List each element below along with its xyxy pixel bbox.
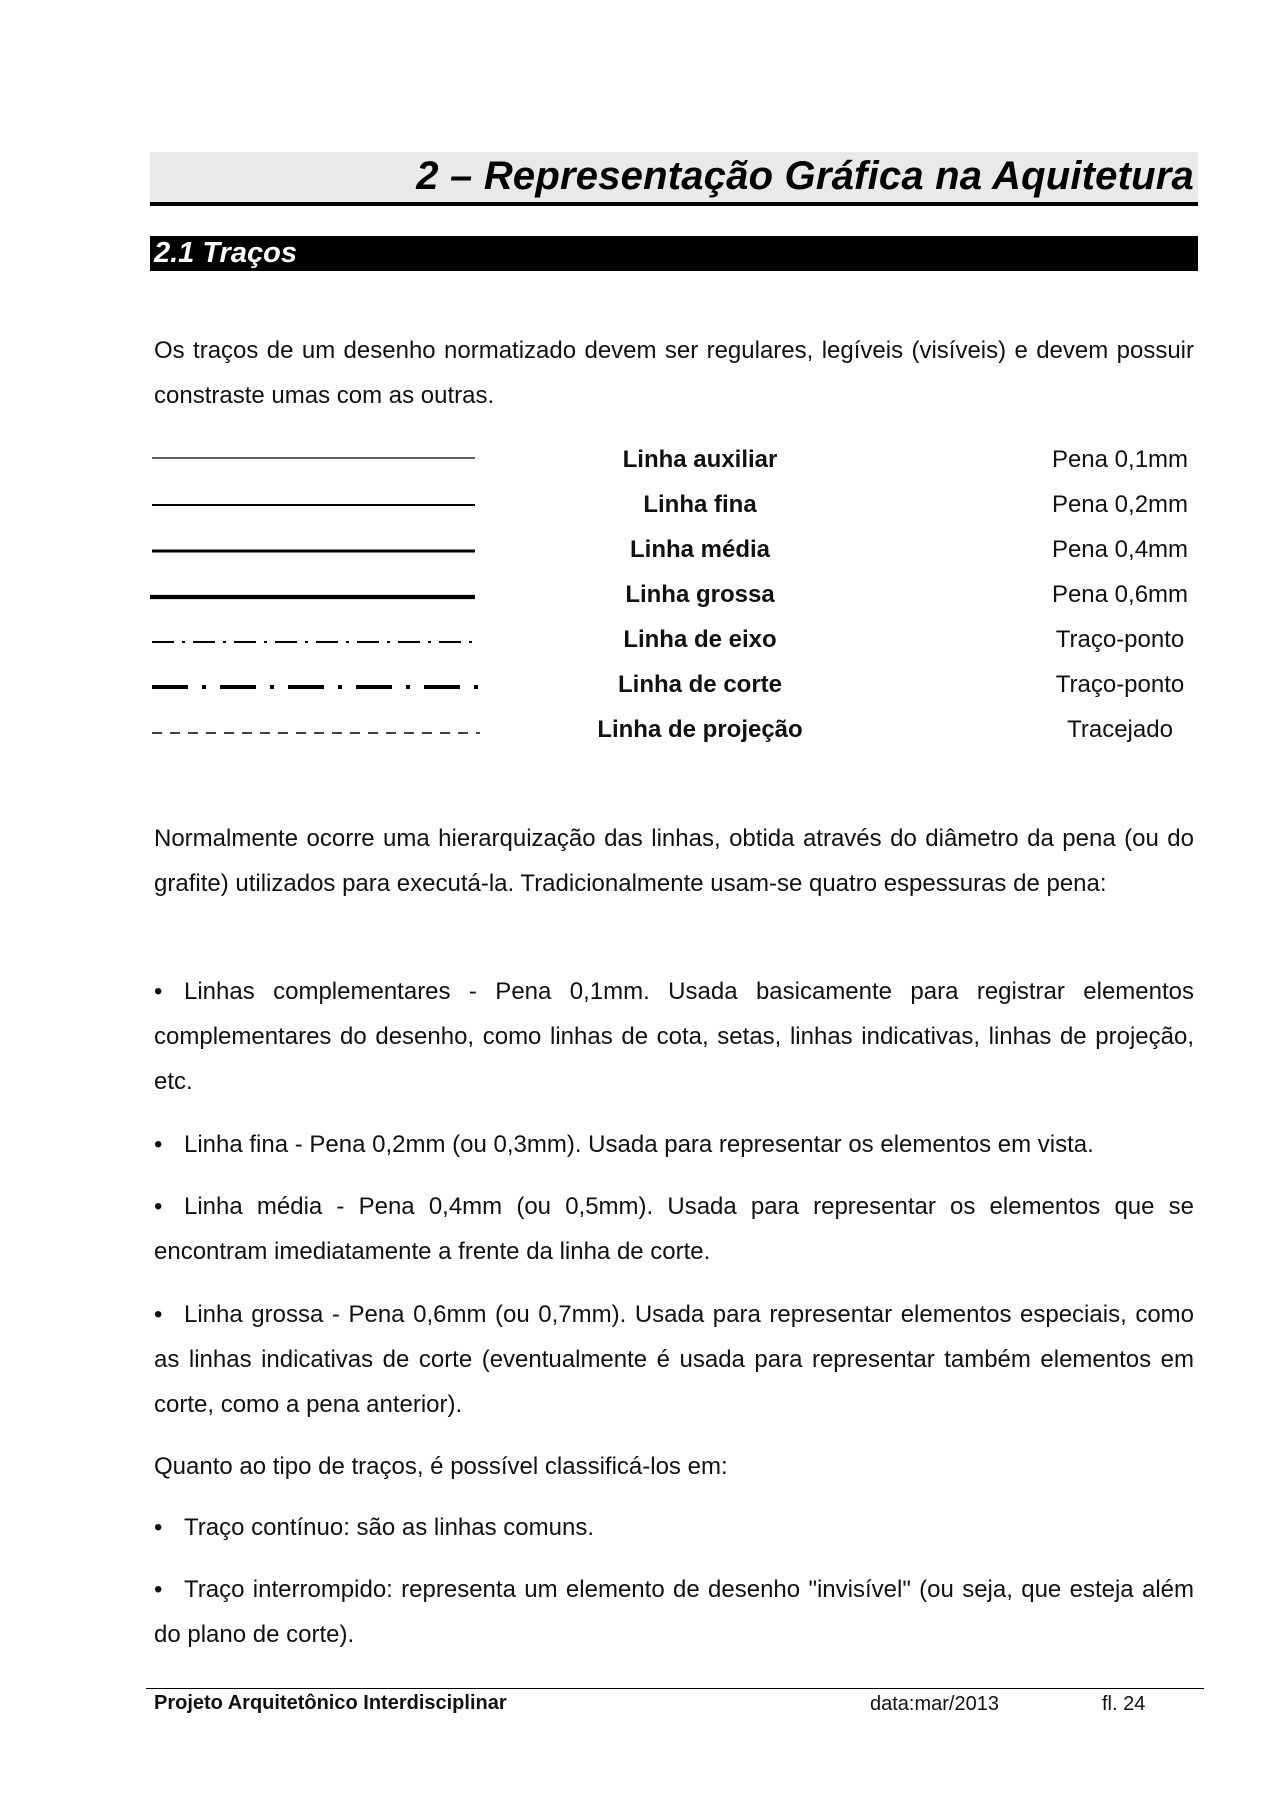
bullet-text: Linhas complementares - Pena 0,1mm. Usada basicamente para registrar elementos complementares do desenho, como linhas de cota, setas, linhas indicativas, linhas de projeção, etc. bbox=[154, 978, 1194, 1095]
bullet-text: Linha média - Pena 0,4mm (ou 0,5mm). Usada para representar os elementos que se encontram imediatamente a frente da linha de corte. bbox=[154, 1193, 1194, 1265]
footer-date: data:mar/2013 bbox=[870, 1693, 999, 1715]
intro-paragraph: Os traços de um desenho normatizado devem ser regulares, legíveis (visíveis) e devem possuir constraste umas com as outras. bbox=[154, 337, 1194, 409]
line-type-pen: Pena 0,4mm bbox=[1051, 536, 1189, 563]
bullet-item bbox=[154, 1567, 1194, 1657]
line-type-name: Linha de projeção bbox=[597, 716, 803, 743]
bullet-item bbox=[154, 1184, 1194, 1274]
bullet-text: Traço interrompido: representa um elemento de desenho "invisível" (ou seja, que esteja além do plano de corte). bbox=[154, 1576, 1194, 1648]
line-types-table bbox=[150, 438, 1189, 753]
line-type-pen: Traço-ponto bbox=[1055, 626, 1185, 653]
line-type-name: Linha de corte bbox=[617, 671, 783, 698]
chapter-title: 2 – Representação Gráfica na Aquitetura bbox=[416, 154, 1194, 198]
line-type-pen: Pena 0,2mm bbox=[1051, 491, 1189, 518]
bullet-mark: • bbox=[154, 1193, 163, 1220]
bullet-mark: • bbox=[154, 1514, 163, 1541]
line-sample-auxiliar bbox=[150, 438, 480, 483]
bullet-text: Linha fina - Pena 0,2mm (ou 0,3mm). Usada para representar os elementos em vista. bbox=[184, 1131, 1094, 1158]
line-type-name: Linha fina bbox=[643, 491, 757, 518]
bullet-item bbox=[154, 1505, 1194, 1550]
line-sample-eixo bbox=[150, 618, 480, 663]
line-sample-media bbox=[150, 528, 480, 573]
footer-divider bbox=[146, 1688, 1204, 1689]
section-title: 2.1 Traços bbox=[154, 237, 297, 269]
footer-course: Projeto Arquitetônico Interdisciplinar bbox=[154, 1692, 507, 1714]
bullet-item bbox=[154, 1122, 1194, 1167]
line-type-name: Linha auxiliar bbox=[622, 446, 778, 473]
line-type-pen: Pena 0,1mm bbox=[1051, 446, 1189, 473]
line-sample-fina bbox=[150, 483, 480, 528]
line-type-pen: Traço-ponto bbox=[1055, 671, 1185, 698]
line-type-row bbox=[150, 573, 1189, 618]
bullet-mark: • bbox=[154, 978, 163, 1005]
bullet-item bbox=[154, 969, 1194, 1104]
types-paragraph: Quanto ao tipo de traços, é possível classificá-los em: bbox=[154, 1453, 728, 1480]
bullet-mark: • bbox=[154, 1576, 163, 1603]
line-type-row bbox=[150, 708, 1173, 753]
line-type-row bbox=[150, 663, 1185, 708]
line-type-row bbox=[150, 483, 1189, 528]
bullet-item bbox=[154, 1292, 1194, 1427]
line-sample-grossa bbox=[150, 573, 480, 618]
line-type-pen: Tracejado bbox=[1067, 716, 1173, 743]
bullet-mark: • bbox=[154, 1131, 163, 1158]
line-type-name: Linha média bbox=[629, 536, 771, 563]
bullet-text: Traço contínuo: são as linhas comuns. bbox=[184, 1514, 594, 1541]
line-type-name: Linha de eixo bbox=[623, 626, 777, 653]
line-sample-corte bbox=[150, 663, 480, 708]
line-sample-projecao bbox=[150, 708, 480, 753]
line-type-row bbox=[150, 438, 1189, 483]
footer-page-number: fl. 24 bbox=[1102, 1693, 1146, 1715]
section-heading-bar bbox=[150, 236, 1198, 271]
chapter-header bbox=[150, 152, 1198, 206]
line-type-name: Linha grossa bbox=[625, 581, 775, 608]
line-type-pen: Pena 0,6mm bbox=[1051, 581, 1189, 608]
hierarchy-paragraph: Normalmente ocorre uma hierarquização das linhas, obtida através do diâmetro da pena (ou do grafite) utilizados para executá-la. Tradicionalmente usam-se quatro espessuras de pena: bbox=[154, 825, 1194, 897]
line-type-row bbox=[150, 528, 1189, 573]
bullet-text: Linha grossa - Pena 0,6mm (ou 0,7mm). Usada para representar elementos especiais, como as linhas indicativas de corte (eventualmente é usada para representar também elementos em corte, como a pena anterior). bbox=[154, 1301, 1194, 1418]
line-type-row bbox=[150, 618, 1185, 663]
bullet-mark: • bbox=[154, 1301, 163, 1328]
